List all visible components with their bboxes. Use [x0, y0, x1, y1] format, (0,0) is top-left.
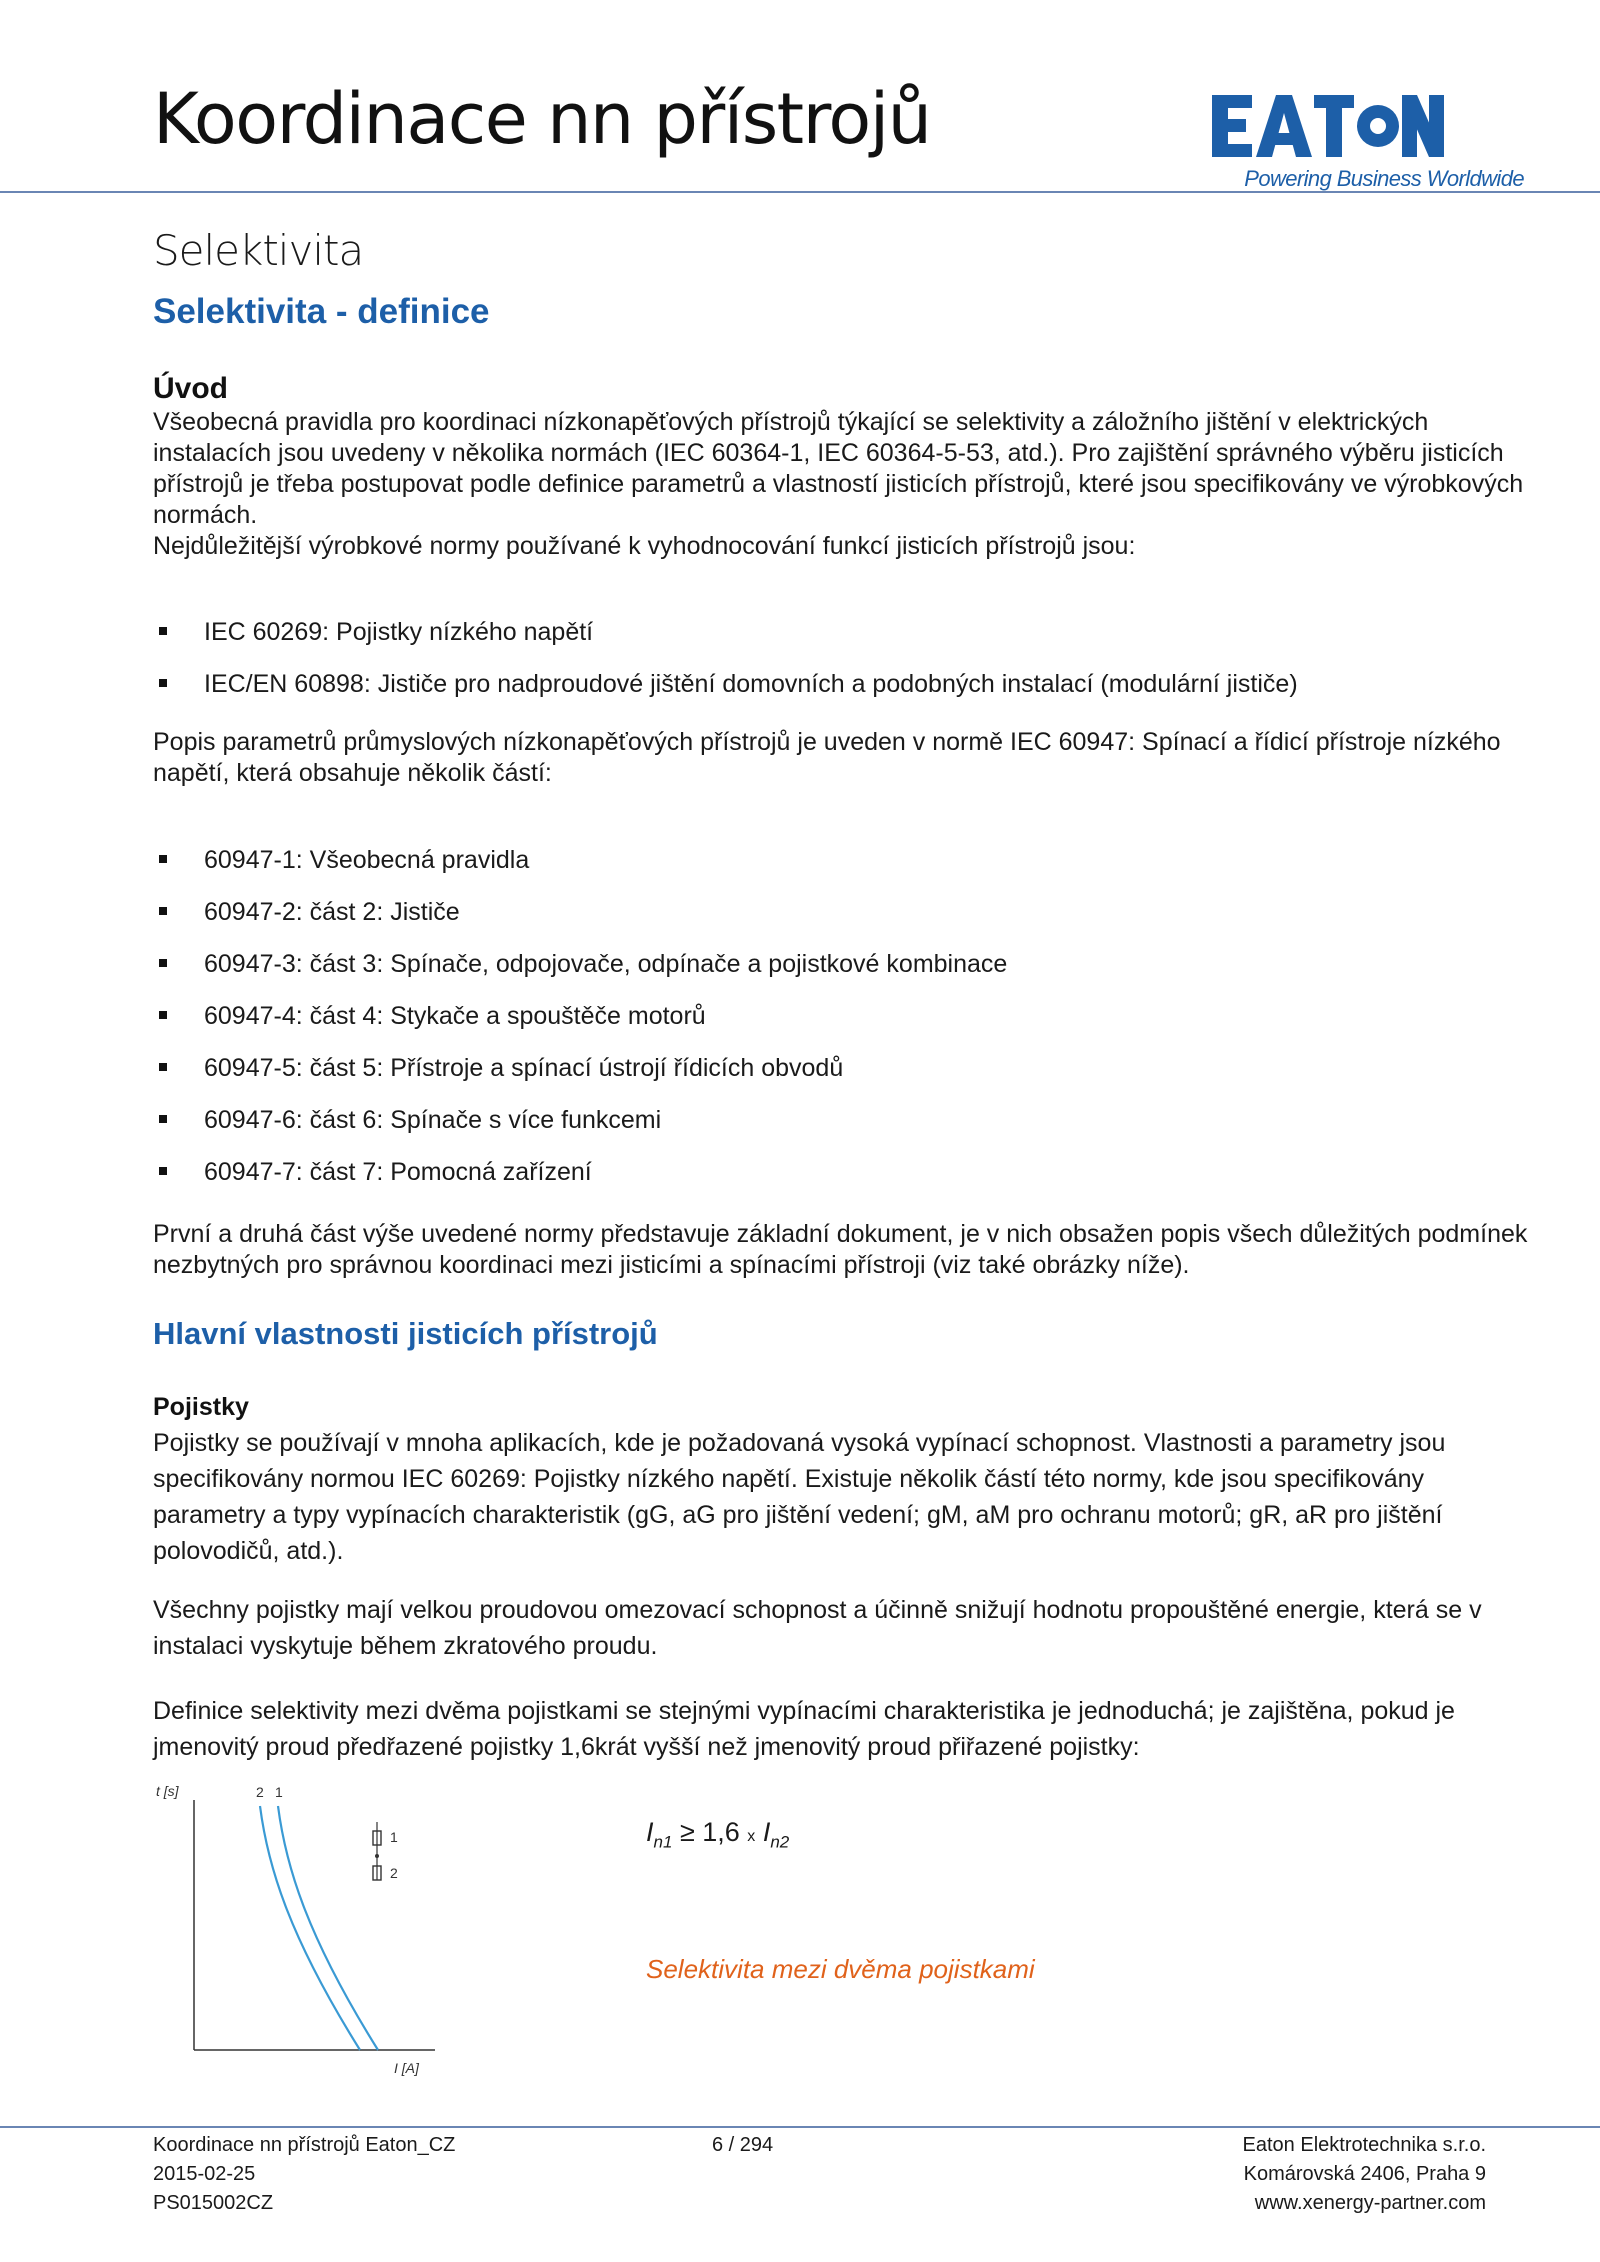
footer-doc-id: PS015002CZ: [153, 2192, 274, 2214]
list-item: 60947-7: část 7: Pomocná zařízení: [153, 1157, 1007, 1209]
intro-paragraph-3: Popis parametrů průmyslových nízkonapěťových přístrojů je uveden v normě IEC 60947: Spínací a řídicí přístroje nízkého napětí, která obsahuje několik částí:: [153, 728, 1501, 787]
intro-heading: Úvod: [153, 372, 228, 405]
fuses-heading: Pojistky: [153, 1393, 249, 1421]
footer-website: www.xenergy-partner.com: [1254, 2192, 1486, 2214]
footer-page-number: 6 / 294: [712, 2134, 774, 2156]
y-axis-label: t [s]: [156, 1783, 179, 1799]
fuse-selectivity-diagram: [150, 1778, 450, 2078]
footer-rule: [0, 2126, 1600, 2128]
fuses-paragraph-1: Pojistky se používají v mnoha aplikacích, kde je požadovaná vysoká vypínací schopnost. Vlastnosti a parametry jsou specifikovány normou IEC 60269: Pojistky nízkého napětí. Existuje několik částí této normy, kde jsou specifikovány parametry a typy vypínacích charakteristik (gG, aG pro jištění vedení; gM, aM pro ochranu motorů; gR, aR pro jištění polovodičů, atd.).: [153, 1429, 1446, 1565]
list-item: 60947-3: část 3: Spínače, odpojovače, odpínače a pojistkové kombinace: [153, 949, 1007, 1001]
fuse-label-1: 1: [390, 1829, 398, 1845]
fuses-paragraph-3: Definice selektivity mezi dvěma pojistkami se stejnými vypínacími charakteristika je jednoduchá; je zajištěna, pokud je jmenovitý proud předřazené pojistky 1,6krát vyšší než jmenovitý proud přiřazené pojistky:: [153, 1697, 1455, 1761]
footer-company: Eaton Elektrotechnika s.r.o.: [1242, 2134, 1486, 2156]
eaton-logo: [1212, 95, 1444, 157]
fuse-label-2: 2: [390, 1865, 398, 1881]
selectivity-formula: $I_{n1} \ge 1,6$ x $I_{n2}$: [646, 1817, 790, 1852]
curve-1: [278, 1806, 378, 2050]
section-title: Selektivita: [153, 226, 364, 275]
intro-paragraph-1: Všeobecná pravidla pro koordinaci nízkonapěťových přístrojů týkající se selektivity a záložního jištění v elektrických instalacích jsou uvedeny v několika normách (IEC 60364-1, IEC 60364-5-53, atd.). Pro zajištění správného výběru jisticích přístrojů je třeba postupovat podle definice parametrů a vlastností jisticích přístrojů, které jsou specifikovány ve výrobkových normách.: [153, 408, 1524, 529]
curve-label-1: 1: [275, 1784, 283, 1800]
logo-tagline: Powering Business Worldwide: [1244, 166, 1524, 191]
parts-list: [153, 845, 1007, 1209]
fuses-paragraph-2: Všechny pojistky mají velkou proudovou omezovací schopnost a účinně snižují hodnotu propouštěné energie, která se v instalaci vyskytuje během zkratového proudu.: [153, 1596, 1482, 1660]
list-item: IEC/EN 60898: Jističe pro nadproudové jištění domovních a podobných instalací (modulární jističe): [153, 669, 1298, 721]
properties-heading: Hlavní vlastnosti jisticích přístrojů: [153, 1316, 658, 1351]
norms-list: [153, 617, 1298, 721]
footer-address: Komárovská 2406, Praha 9: [1243, 2163, 1486, 2185]
footer-right: [1100, 2131, 1486, 2218]
fuse-junction: [375, 1854, 379, 1858]
intro-paragraph-2: Nejdůležitější výrobkové normy používané k vyhodnocování funkcí jisticích přístrojů jsou:: [153, 532, 1136, 560]
footer-doc-name: Koordinace nn přístrojů Eaton_CZ: [153, 2134, 456, 2156]
page-title: Koordinace nn přístrojů: [153, 78, 931, 160]
list-item: 60947-6: část 6: Spínače s více funkcemi: [153, 1105, 1007, 1157]
footer-date: 2015-02-25: [153, 2163, 256, 2185]
list-item: 60947-5: část 5: Přístroje a spínací ústrojí řídicích obvodů: [153, 1053, 1007, 1105]
curve-2: [260, 1806, 360, 2050]
footer-left: [153, 2131, 455, 2218]
header-rule: [0, 191, 1600, 193]
list-item: 60947-4: část 4: Stykače a spouštěče motorů: [153, 1001, 1007, 1053]
curve-label-2: 2: [256, 1784, 264, 1800]
x-axis-label: I [A]: [394, 2060, 419, 2076]
figure-caption: Selektivita mezi dvěma pojistkami: [646, 1954, 1035, 1984]
list-item: 60947-1: Všeobecná pravidla: [153, 845, 1007, 897]
section-subtitle: Selektivita - definice: [153, 292, 490, 331]
list-item: 60947-2: část 2: Jističe: [153, 897, 1007, 949]
intro-paragraph-4: První a druhá část výše uvedené normy představuje základní dokument, je v nich obsažen popis všech důležitých podmínek nezbytných pro správnou koordinaci mezi jisticími a spínacími přístroji (viz také obrázky níže).: [153, 1220, 1528, 1279]
list-item: IEC 60269: Pojistky nízkého napětí: [153, 617, 1298, 669]
